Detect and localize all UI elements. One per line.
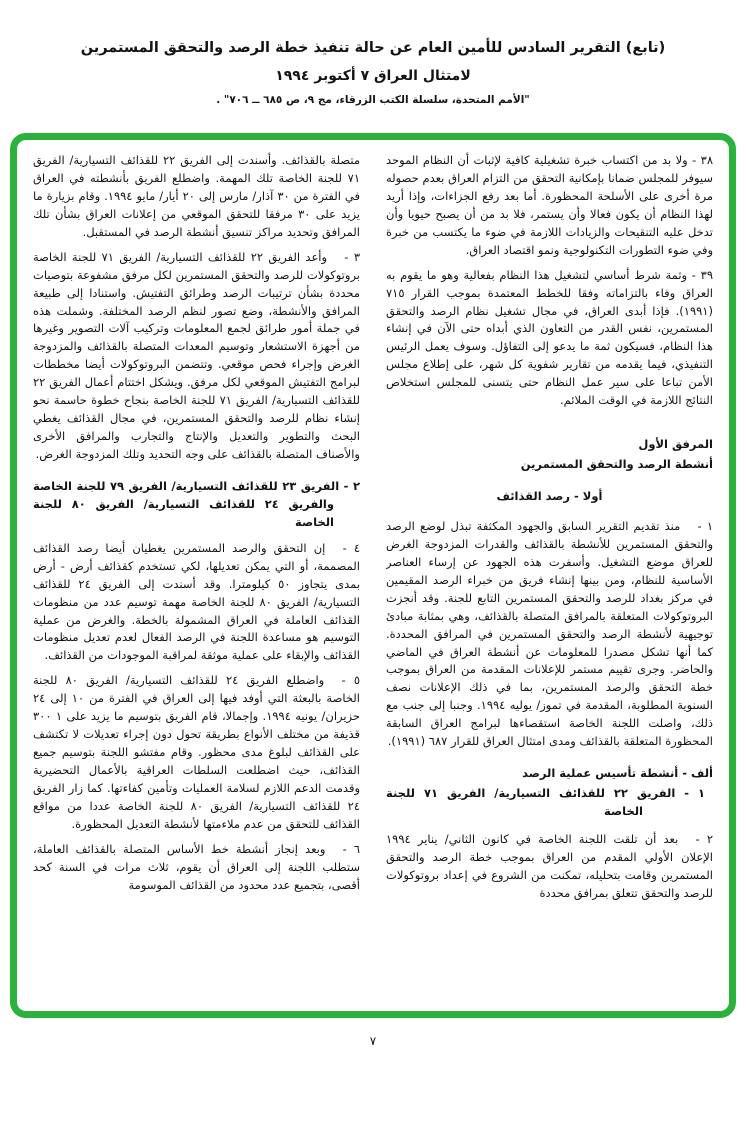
document-title-line1: (تابع) التقرير السادس للأمين العام عن حالة تنفيذ خطة الرصد والتحقق المستمرين [80, 40, 666, 56]
annex-subtitle: أنشطة الرصد والتحقق المستمرين [520, 457, 713, 472]
paragraph-2-start: ٢ - بعد أن تلقت اللجنة الخاصة في كانون الثاني/ يناير ١٩٩٤ الإعلان الأولي المقدم من العراق بموجب خطة الرصد والتحقق المستمرين وقامت بتحليله، تمكنت من الشروع في إعداد بروتوكولات للرصد والتحقق تتعلق بمرافق محددة [386, 831, 713, 900]
paragraph-1: ١ - منذ تقديم التقرير السابق والجهود المكثفة تبذل لوضع الرصد والتحقق المستمرين للأنشطة بالقذائف والقدرات المزدوجة الغرض للعراق موضع التشغيل. وأسفرت هذه الجهود عن إرساء العناصر الأساسية للنظام، ومن بينها إنشاء فريق من خبراء الرصد المقيمين في مركز بغداد للرصد والتحقق المستمرين التابع للجنة. وقد أنجزت البروتوكولات المتعلقة بالمرافق المتصلة بالقذائف، وهي بمثابة مبادئ توجيهية لأنشطة الرصد والتحقق المستمرين في المرافق المحددة. كما أنها تشكل مصدرا للمعلومات عن أنشطة العراق في الماضي والحاضر. وجرى تقييم مستمر للإعلانات المقدمة من العراق بموجب خطة التحقق والرصد المستمرين، بما في ذلك الإعلانات نصف السنوية المطلوبة، المقدمة في تموز/ يوليه ١٩٩٤. وجنبا إلى جنب مع ذلك، واصلت اللجنة الخاصة استقصاءها لبرامج العراق السابقة المحظورة المتعلقة بالقذائف ومدى امتثال العراق للقرار ٦٨٧ (١٩٩١). [386, 518, 713, 749]
paragraph-4: ٤ - إن التحقق والرصد المستمرين يغطيان أيضا رصد القذائف المصممة، أو التي يمكن تعديلها، لكي تستخدم كقذائف أرض - أرض بمدى يتجاوز ٥٠ كيلومترا. وقد أسندت إلى الفريق ٢٤ للقذائف التسيارية/ الفريق ٨٠ للجنة الخاصة مهمة توسيم عدد من منظومات القذائف العاملة في العراق المشمولة بالخطة. والغرض من عملية التوسيم هو مساعدة اللجنة في الرصد الفعال لعدم تعديل منظومات القذائف والإبقاء على عملية موثقة لمراقبة الموجودات من القذائف. [33, 540, 360, 663]
paragraph-5: ٥ - واضطلع الفريق ٢٤ للقذائف التسيارية/ الفريق ٨٠ للجنة الخاصة بالبعثة التي أوفد فيها إلى العراق في الفترة من ١٠ إلى ٢٤ حزيران/ يونيه ١٩٩٤. وإجمالا، قام الفريق بتوسيم ما يزيد على ١ ٣٠٠ قذيفة من مختلف الأنواع بطريقة تحول دون إجراء تعديلات لا تكتشف على القذائف لبلوغ مدى محظور. وقام مفتشو اللجنة بتوسيم جميع القذائف، حيث اضطلعت السلطات العراقية بالأعمال التحضيرية وقدمت الدعم اللازم لسلامة العمليات وتأمين كفاءتها. كما زار الفريق ٢٤ للقذائف التسيارية/ الفريق ٨٠ للجنة الخاصة عددا من مواقع القذائف للتحقق من عدم ملاءمتها لأنشطة التعديل المحظورة. [33, 673, 360, 831]
column-left [33, 152, 360, 1011]
paragraph-6-start: ٦ - وبعد إنجاز أنشطة خط الأساس المتصلة بالقذائف العاملة، ستطلب اللجنة إلى العراق أن يقوم، ثلاث مرات في السنة كحد أقصى، بتجميع عدد محدود من القذائف الموسومة [33, 841, 360, 892]
document-source-citation: "الأمم المتحدة، سلسلة الكتب الزرقاء، مج ٩، ص ٦٨٥ ــ ٧٠٦" . [216, 94, 530, 106]
content-border-box [10, 133, 736, 1018]
paragraph-38: ٣٨ - ولا بد من اكتساب خبرة تشغيلية كافية لإثبات أن النظام الموحد سيوفر للمجلس ضمانا بإمكانية التحقق من التزام العراق بعدم حصوله مرة أخرى على الأسلحة المحظورة. أما بعد رفع الجزاءات، وإذا أريد لهذا النظام أن يكون فعالا وأن يستمر، فلا بد من أن يصبح حيويا وأن تدخل عليه التنقيحات والزيادات اللازمة في ضوء ما يكتسب من خبرة وفي ضوء التطورات التكنولوجية ونمو اقتصاد العراق. [386, 153, 713, 257]
paragraph-2-continuation: متصلة بالقذائف. وأسندت إلى الفريق ٢٢ للقذائف التسيارية/ الفريق ٧١ للجنة الخاصة تلك المهمة. واضطلع الفريق بأنشطته في العراق في الفترة من ٣٠ آذار/ مارس إلى ٢٠ أيار/ مايو ١٩٩٤. وقام بزيارة ما يزيد على ٣٠ مرفقا للتحقق الموقعي من إعلانات العراق بشأن تلك المرافق وتحديد مراكز تنسيق أنشطة الرصد في المستقبل. [33, 153, 360, 239]
document-header [0, 0, 746, 106]
subsection-heading-2: ٢ - الفريق ٢٣ للقذائف التسيارية/ الفريق ٧٩ للجنة الخاصة والفريق ٢٤ للقذائف التسيارية/ الفريق ٨٠ للجنة الخاصة [33, 478, 360, 529]
document-title-line2: لامتثال العراق ٧ أكتوبر ١٩٩٤ [275, 68, 471, 84]
column-right [386, 152, 713, 1011]
subsection-heading-1: ١ - الفريق ٢٢ للقذائف التسيارية/ الفريق ٧١ للجنة الخاصة [386, 786, 705, 818]
annex-title: المرفق الأول [638, 437, 713, 452]
two-column-layout [33, 152, 713, 1011]
section-heading-alef: ألف - أنشطة تأسيس عملية الرصد [522, 766, 713, 781]
page-number: ٧ [369, 1034, 377, 1048]
paragraph-39: ٣٩ - وثمة شرط أساسي لتشغيل هذا النظام بفعالية وهو ما يقوم به العراق وفاء بالتزاماته وفقا للخطط المعتمدة بموجب القرار ٧١٥ (١٩٩١). فإذا أبدى العراق، في مجال تشغيل نظام الرصد والتحقق المستمرين، نفس القدر من التعاون الذي أبداه حتى الآن في إنشاء هذا النظام، فسيكون ثمة ما يدعو إلى التفاؤل. وسوف يعمل الرئيس التنفيذي، فيما يقدمه من تقارير شفوية كل شهر، على إطلاع مجلس الأمن تباعا على سير عمل النظام حتى يتسنى للمجلس استخلاص النتائج اللازمة في الوقت الملائم. [386, 267, 713, 408]
paragraph-3: ٣ - وأعد الفريق ٢٢ للقذائف التسيارية/ الفريق ٧١ للجنة الخاصة بروتوكولات للرصد والتحقق المستمرين لكل مرفق مشفوعة بتوصيات محددة بشأن ترتيبات الرصد وطرائق التفتيش. واستنادا إلى طبيعة المرافق والأنشطة، وضع تصور لنظم الرصد المختلفة. وشملت هذه في جملة أمور طرائق لجمع المعلومات وتركيب آلات التصوير وغيرها من أجهزة الاستشعار وتوسيم المعدات المتصلة بالقذائف والمزدوجة الغرض وإجراء فحص موقعي. وتتضمن البروتوكولات أيضا مخططات لبرامج التفتيش الموقعي لكل مرفق. ويشكل اختتام أعمال الفريق ٢٢ للقذائف التسيارية/ الفريق ٧١ للجنة الخاصة بنجاح خطوة حاسمة نحو إنشاء نظام للرصد والتحقق المستمرين، في مجال القذائف يغطي البحث والتطوير والتعديل والإنتاج والتجارب والمرافق الأخرى والأصناف المتصلة بالقذائف على وجه التحديد وتلك المزدوجة الغرض. [33, 249, 360, 461]
section-heading-first: أولا - رصد القذائف [496, 489, 603, 503]
